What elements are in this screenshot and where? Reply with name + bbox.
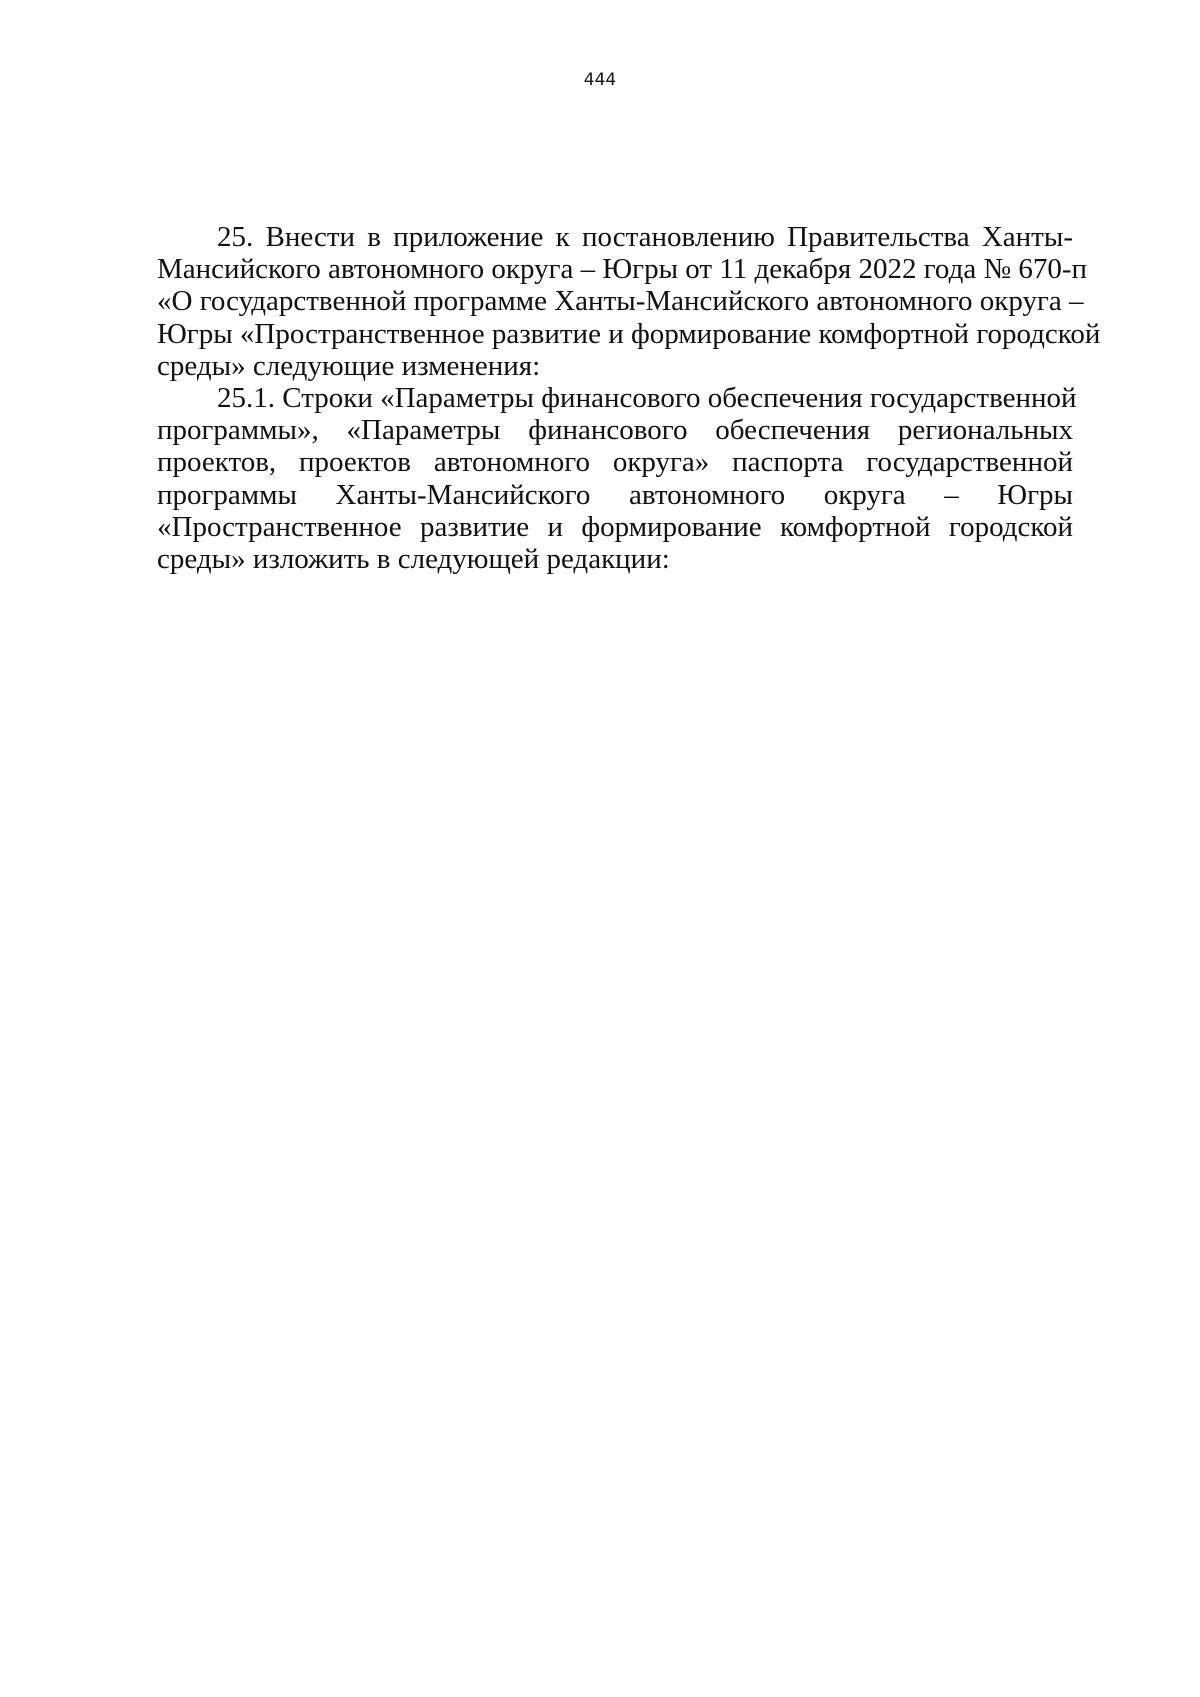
text-line: среды» следующие изменения: [157, 349, 541, 382]
page-number: 444 [583, 70, 617, 90]
text-line: проектов, проектов автономного округа» паспорта государственной [157, 446, 1073, 479]
text-line: программы», «Параметры финансового обеспечения региональных [157, 414, 1073, 447]
text-line: 25.1. Строки «Параметры финансового обеспечения государственной [217, 382, 1077, 415]
text-line: среды» изложить в следующей редакции: [157, 543, 670, 576]
text-line: Мансийского автономного округа – Югры от 11 декабря 2022 года № 670-п [157, 253, 1088, 286]
text-line: 25. Внести в приложение к постановлению Правительства Ханты- [217, 221, 1073, 253]
paragraph-25 [157, 221, 1101, 382]
text-line: «Пространственное развитие и формирование комфортной городской [157, 510, 1073, 543]
paragraph-25-1 [157, 382, 1077, 576]
text-line: программы Ханты-Мансийского автономного округа – Югры [157, 478, 1073, 511]
text-line: Югры «Пространственное развитие и формирование комфортной городской [157, 317, 1101, 350]
text-line: «О государственной программе Ханты-Мансийского автономного округа – [157, 285, 1084, 318]
document-body [157, 221, 1101, 576]
